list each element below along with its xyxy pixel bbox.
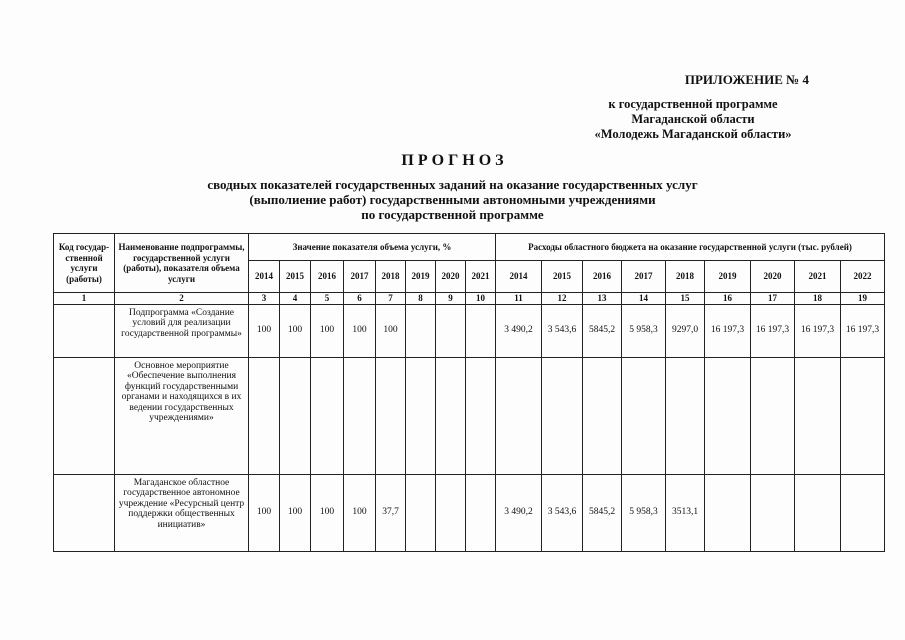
year-header: 2015 [542,261,583,293]
column-number: 10 [466,293,496,305]
cell-expense [751,474,795,551]
header-volume: Значение показателя объема услуги, % [249,234,496,261]
year-header: 2016 [583,261,622,293]
year-header: 2017 [344,261,376,293]
cell-volume [376,357,406,474]
cell-code [54,304,115,357]
cell-code [54,357,115,474]
cell-expense [705,357,751,474]
cell-volume [311,357,344,474]
column-number: 14 [622,293,666,305]
column-number: 3 [249,293,280,305]
cell-volume [436,357,466,474]
column-number: 13 [583,293,622,305]
year-header: 2022 [841,261,885,293]
column-number: 12 [542,293,583,305]
cell-expense: 9297,0 [666,304,705,357]
year-header: 2019 [705,261,751,293]
cell-expense: 16 197,3 [841,304,885,357]
column-number-row [54,293,885,305]
cell-expense [841,357,885,474]
cell-name: Основное мероприятие «Обеспечение выполнения функций государственными органами и находящихся в их ведении государственных учреждениями» [115,357,249,474]
document-heading: П Р О Г Н О З [401,152,504,169]
cell-expense [666,357,705,474]
cell-expense: 3513,1 [666,474,705,551]
cell-volume [466,357,496,474]
cell-expense [795,357,841,474]
column-number: 6 [344,293,376,305]
cell-volume [280,357,311,474]
year-header: 2020 [751,261,795,293]
cell-volume: 100 [249,474,280,551]
appendix-block [563,72,823,142]
cell-volume [466,304,496,357]
cell-volume [344,357,376,474]
cell-expense [542,357,583,474]
table-row [54,357,885,474]
cell-expense [841,474,885,551]
year-header: 2015 [280,261,311,293]
cell-expense [795,474,841,551]
table-row [54,304,885,357]
appendix-number: ПРИЛОЖЕНИЕ № 4 [684,72,809,87]
cell-volume: 100 [344,304,376,357]
year-header: 2021 [466,261,496,293]
header-expenses: Расходы областного бюджета на оказание государственной услуги (тыс. рублей) [496,234,885,261]
cell-expense: 5 958,3 [622,304,666,357]
year-header: 2021 [795,261,841,293]
cell-volume [406,474,436,551]
document-subtitle [0,177,905,222]
cell-expense [751,357,795,474]
cell-expense: 3 543,6 [542,304,583,357]
subtitle-line: по государственной программе [361,207,544,222]
column-number: 17 [751,293,795,305]
column-number: 16 [705,293,751,305]
column-number: 19 [841,293,885,305]
cell-expense: 5 958,3 [622,474,666,551]
cell-expense [496,357,542,474]
cell-volume: 100 [311,304,344,357]
cell-volume: 100 [376,304,406,357]
cell-volume [436,304,466,357]
column-number: 1 [54,293,115,305]
column-number: 7 [376,293,406,305]
column-number: 11 [496,293,542,305]
column-number: 4 [280,293,311,305]
column-number: 5 [311,293,344,305]
header-code: Код государ-ственной услуги (работы) [54,234,115,293]
cell-volume: 100 [311,474,344,551]
year-header: 2014 [496,261,542,293]
cell-volume [406,357,436,474]
header-name: Наименование подпрограммы, государственной услуги (работы), показателя объема услуги [115,234,249,293]
year-header: 2017 [622,261,666,293]
column-number: 8 [406,293,436,305]
cell-expense: 16 197,3 [795,304,841,357]
year-header: 2016 [311,261,344,293]
cell-expense: 3 490,2 [496,304,542,357]
cell-volume: 100 [280,474,311,551]
column-number: 9 [436,293,466,305]
year-header: 2014 [249,261,280,293]
cell-expense: 3 490,2 [496,474,542,551]
cell-volume [466,474,496,551]
cell-volume [436,474,466,551]
appendix-line: к государственной программе [608,97,778,111]
cell-name: Подпрограмма «Создание условий для реализации государственной программы» [115,304,249,357]
cell-expense: 5845,2 [583,474,622,551]
cell-volume [249,357,280,474]
cell-expense [622,357,666,474]
cell-volume: 100 [280,304,311,357]
appendix-line: Магаданской области [631,112,755,126]
cell-expense: 3 543,6 [542,474,583,551]
forecast-table [53,233,885,552]
cell-expense: 5845,2 [583,304,622,357]
column-number: 15 [666,293,705,305]
cell-volume: 100 [344,474,376,551]
subtitle-line: сводных показателей государственных заданий на оказание государственных услуг [207,177,698,192]
column-number: 2 [115,293,249,305]
column-number: 18 [795,293,841,305]
year-header: 2018 [666,261,705,293]
year-header: 2019 [406,261,436,293]
cell-code [54,474,115,551]
subtitle-line: (выполиение работ) государственными автономными учреждениями [249,192,656,207]
cell-name: Магаданское областное государственное автономное учреждение «Ресурсный центр поддержки общественных инициатив» [115,474,249,551]
table-row [54,474,885,551]
cell-volume: 100 [249,304,280,357]
cell-expense: 16 197,3 [751,304,795,357]
appendix-program-name: «Молодежь Магаданской области» [594,127,792,141]
cell-volume: 37,7 [376,474,406,551]
cell-volume [406,304,436,357]
year-header: 2020 [436,261,466,293]
cell-expense [583,357,622,474]
year-header: 2018 [376,261,406,293]
cell-expense [705,474,751,551]
cell-expense: 16 197,3 [705,304,751,357]
